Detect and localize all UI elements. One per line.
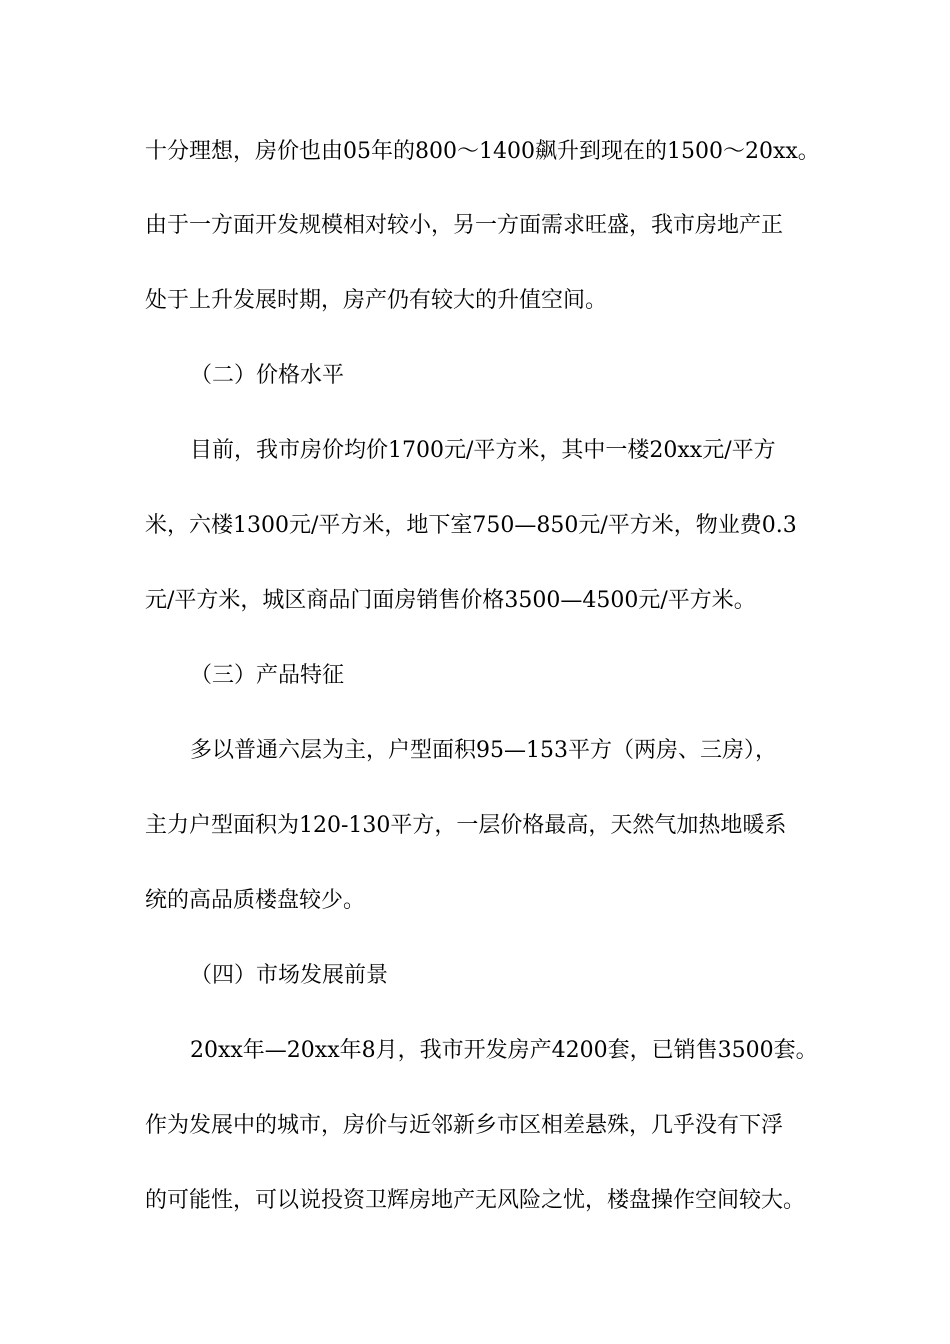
body-text-line: 多以普通六层为主，户型面积95—153平方（两房、三房），	[190, 738, 777, 763]
body-text-line: 的可能性，可以说投资卫辉房地产无风险之忧，楼盘操作空间较大。	[145, 1188, 806, 1213]
body-text-line: 十分理想，房价也由05年的800～1400飙升到现在的1500～20xx。	[145, 139, 820, 164]
section-heading: （三）产品特征	[190, 663, 345, 688]
body-text-line: 目前，我市房价均价1700元/平方米，其中一楼20xx元/平方	[190, 438, 776, 463]
body-text-line: 元/平方米，城区商品门面房销售价格3500—4500元/平方米。	[145, 588, 756, 613]
section-heading: （四）市场发展前景	[190, 963, 389, 988]
body-text-line: 处于上升发展时期，房产仍有较大的升值空间。	[145, 288, 608, 313]
section-heading: （二）价格水平	[190, 363, 345, 388]
body-text-line: 由于一方面开发规模相对较小，另一方面需求旺盛，我市房地产正	[145, 213, 784, 238]
body-text-line: 米，六楼1300元/平方米，地下室750—850元/平方米，物业费0.3	[145, 513, 797, 538]
body-text-line: 统的高品质楼盘较少。	[145, 888, 366, 913]
body-text-line: 主力户型面积为120-130平方，一层价格最高，天然气加热地暖系	[145, 813, 787, 838]
body-text-line: 作为发展中的城市，房价与近邻新乡市区相差悬殊，几乎没有下浮	[145, 1113, 784, 1138]
body-text-line: 20xx年—20xx年8月，我市开发房产4200套，已销售3500套。	[190, 1038, 818, 1063]
